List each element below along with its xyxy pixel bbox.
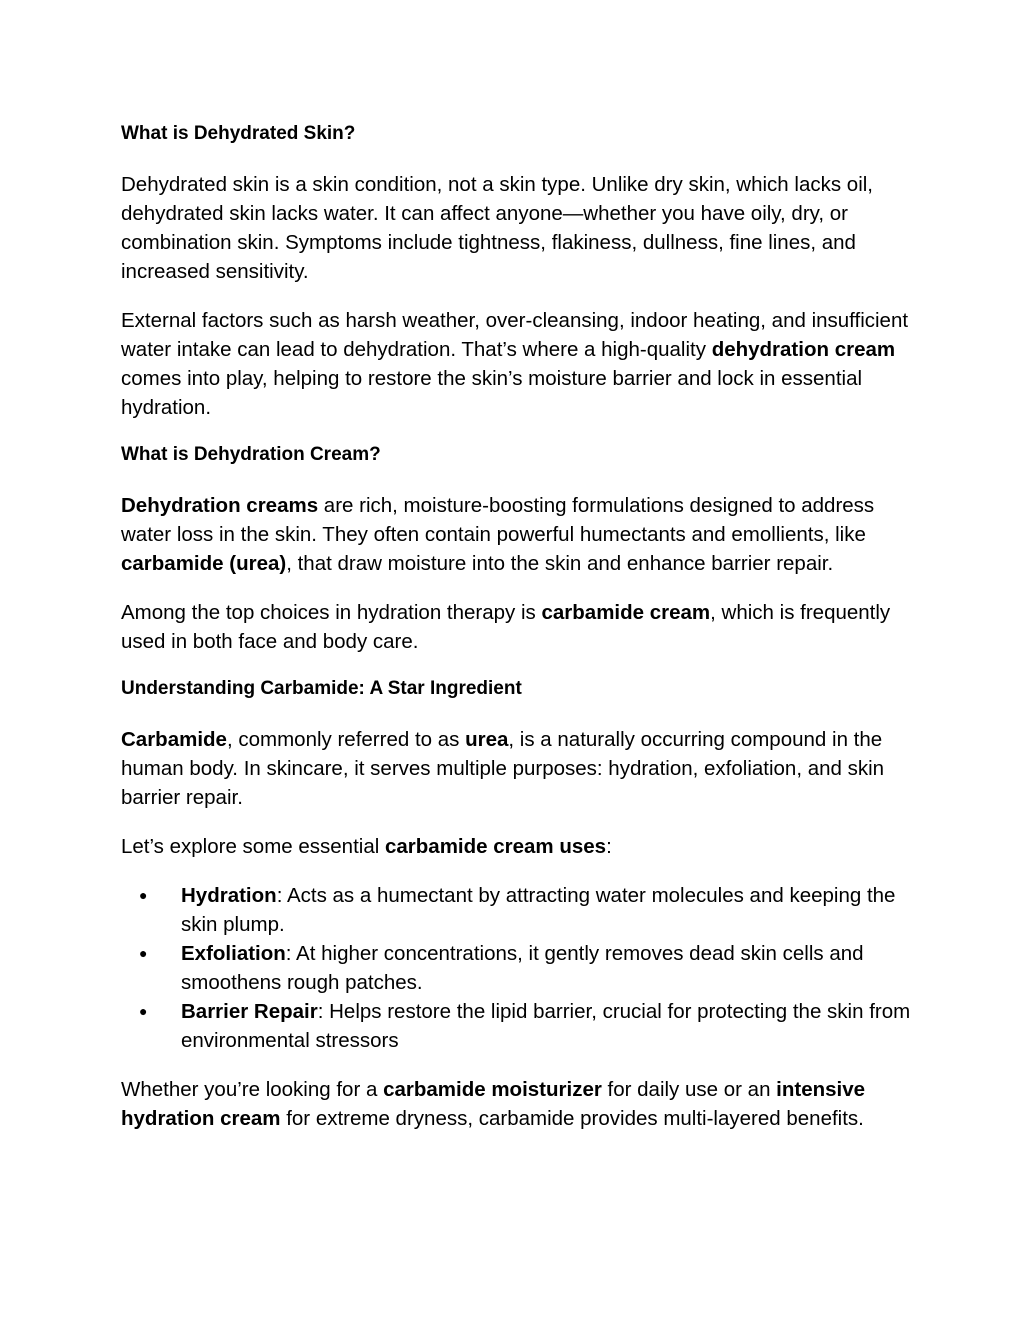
paragraph-carbamide-definition	[121, 725, 911, 812]
text-run: , commonly referred to as	[226, 728, 466, 751]
text-run: : Acts as a humectant by attracting water molecules and keeping the skin plump.	[181, 884, 896, 936]
list-item	[121, 997, 911, 1055]
text-run: comes into play, helping to restore the skin’s moisture barrier and lock in essential hydration.	[121, 367, 863, 419]
section-heading-dehydration-cream: What is Dehydration Cream?	[121, 444, 381, 465]
paragraph-dehydrated-skin-definition: Dehydrated skin is a skin condition, not a skin type. Unlike dry skin, which lacks oil, dehydrated skin lacks water. It can affect anyone—whether you have oily, dry, or combination skin. Symptoms include tightness, flakiness, dullness, fine lines, and increased sensitivity.	[121, 173, 874, 283]
text-run: External factors such as harsh weather, over-cleansing, indoor heating, and insufficient water intake can lead to dehydration. That’s where a high-quality	[121, 309, 909, 361]
bold-term-exfoliation: Exfoliation	[181, 942, 286, 965]
bullet-icon: ●	[139, 1003, 148, 1019]
bold-term-hydration: Hydration	[181, 884, 277, 907]
section-heading-understanding-carbamide: Understanding Carbamide: A Star Ingredient	[121, 678, 522, 699]
bold-term-dehydration-cream: dehydration cream	[711, 338, 896, 361]
text-run: : Helps restore the lipid barrier, crucial for protecting the skin from environmental stressors	[181, 1000, 911, 1052]
list-item	[121, 939, 911, 997]
paragraph-external-factors	[121, 306, 911, 422]
text-run: : At higher concentrations, it gently removes dead skin cells and smoothens rough patches.	[181, 942, 864, 994]
paragraph-top-choices	[121, 598, 911, 656]
document-content	[121, 121, 911, 1153]
bold-term-carbamide-moisturizer: carbamide moisturizer	[383, 1078, 602, 1101]
bold-term-barrier-repair: Barrier Repair	[181, 1000, 318, 1023]
bold-term-carbamide: Carbamide	[121, 728, 227, 751]
bold-term-dehydration-creams: Dehydration creams	[121, 494, 319, 517]
text-run: :	[606, 835, 612, 858]
text-run: Let’s explore some essential	[121, 835, 385, 858]
paragraph-explore-uses	[121, 832, 911, 861]
paragraph-dehydration-creams	[121, 491, 911, 578]
bold-term-intensive-hydration-cream: intensive hydration cream	[121, 1078, 866, 1130]
text-run: for daily use or an	[601, 1078, 777, 1101]
bold-term-carbamide-urea: carbamide (urea)	[121, 552, 287, 575]
list-item	[121, 881, 911, 939]
bullet-list-carbamide-uses	[121, 881, 911, 1055]
paragraph-whether-looking	[121, 1075, 911, 1133]
bold-term-carbamide-cream-uses: carbamide cream uses	[385, 835, 607, 858]
text-run: , which is frequently used in both face and body care.	[121, 601, 891, 653]
section-heading-dehydrated-skin: What is Dehydrated Skin?	[121, 123, 356, 144]
bold-term-carbamide-cream: carbamide cream	[541, 601, 711, 624]
text-run: , that draw moisture into the skin and enhance barrier repair.	[286, 552, 834, 575]
bold-term-urea: urea	[465, 728, 509, 751]
text-run: , is a naturally occurring compound in the human body. In skincare, it serves multiple purposes: hydration, exfoliation, and skin barrier repair.	[121, 728, 885, 809]
text-run: Among the top choices in hydration therapy is	[121, 601, 542, 624]
text-run: are rich, moisture-boosting formulations designed to address water loss in the skin. They often contain powerful humectants and emollients, like	[121, 494, 875, 546]
bullet-icon: ●	[139, 945, 148, 961]
text-run: Whether you’re looking for a	[121, 1078, 384, 1101]
text-run: for extreme dryness, carbamide provides multi-layered benefits.	[280, 1107, 864, 1130]
bullet-icon: ●	[139, 887, 148, 903]
